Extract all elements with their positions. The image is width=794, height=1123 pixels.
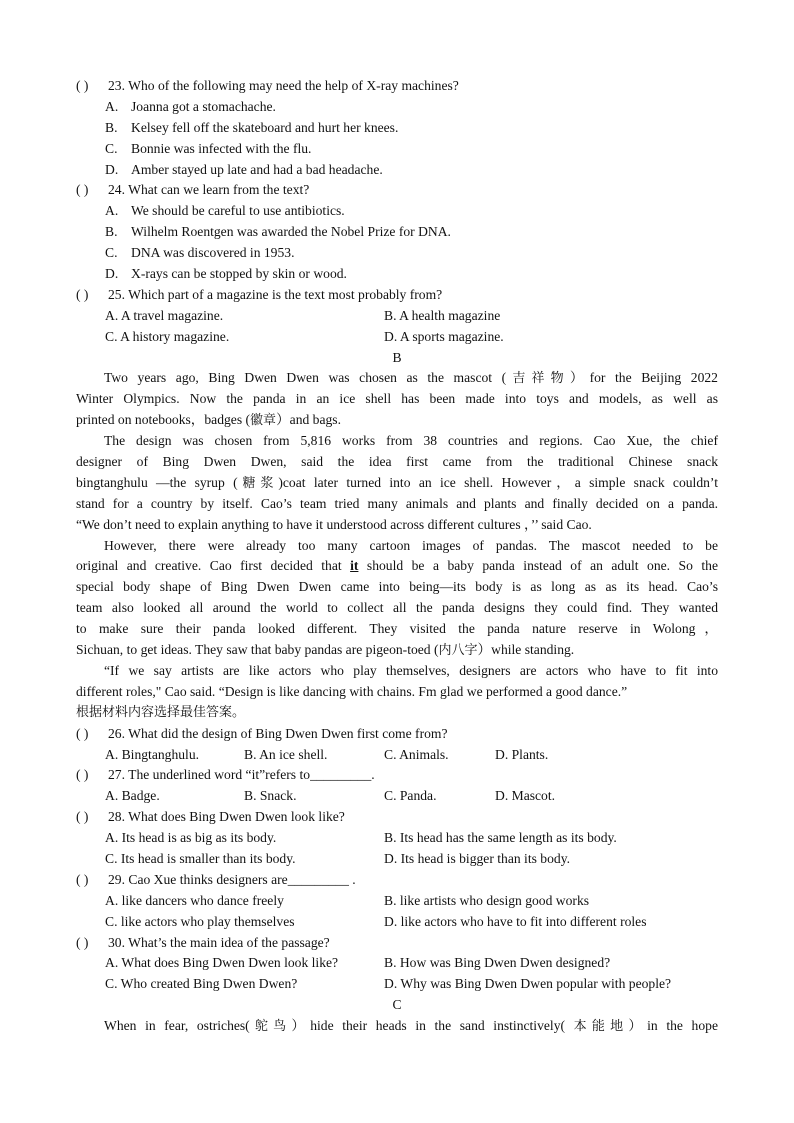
option-b[interactable]: B. A health magazine xyxy=(384,307,501,323)
options-row xyxy=(76,828,718,849)
passage-line: Two years ago, Bing Dwen Dwen was chosen as the mascot (吉祥物）for the Beijing 2022 xyxy=(104,370,718,387)
answer-paren[interactable]: ( ) xyxy=(76,78,89,93)
options-row xyxy=(76,327,718,348)
passage-line: “We don’t need to explain anything to have it understood across different cultures ，’’ said Cao. xyxy=(76,516,592,532)
options-row xyxy=(76,891,718,912)
passage-line: bingtanghulu —the syrup (糖浆)coat later turned into an ice shell. However，a simple snack couldn’t xyxy=(76,474,718,491)
answer-paren[interactable]: ( ) xyxy=(76,809,89,825)
options-row xyxy=(76,912,718,933)
passage-line: to make sure their panda looked different. They visited the panda nature reserve in Wolong， xyxy=(76,621,718,637)
option-a[interactable]: A. We should be careful to use antibiotics. xyxy=(105,203,345,219)
option-c[interactable]: C. A history magazine. xyxy=(105,328,230,344)
option-a[interactable]: A. Badge. xyxy=(105,788,160,804)
section-heading-c: C xyxy=(392,997,402,1013)
option-d[interactable]: D. Plants. xyxy=(495,746,549,762)
options-row xyxy=(76,786,718,807)
question-26 xyxy=(76,724,718,745)
option-c[interactable]: C. DNA was discovered in 1953. xyxy=(105,245,295,261)
passage-b xyxy=(76,368,718,723)
question-stem: 26. What did the design of Bing Dwen Dwen first come from? xyxy=(108,725,448,741)
option-b[interactable]: B. An ice shell. xyxy=(244,746,328,762)
question-stem: 28. What does Bing Dwen Dwen look like? xyxy=(108,809,345,825)
options-row xyxy=(76,745,718,766)
option-c[interactable]: C. Animals. xyxy=(384,746,449,762)
underlined-word: it xyxy=(350,558,359,574)
option-d[interactable]: D. X-rays can be stopped by skin or wood. xyxy=(105,266,347,282)
instruction-text: 根据材料内容选择最佳答案。 xyxy=(76,704,246,720)
question-28 xyxy=(76,807,718,828)
options-row xyxy=(76,974,718,995)
answer-paren[interactable]: ( ) xyxy=(76,725,89,741)
option-c[interactable]: C. like actors who play themselves xyxy=(105,913,295,929)
answer-paren[interactable]: ( ) xyxy=(76,934,89,950)
passage-line: designer of Bing Dwen Dwen, said the idea first came from the traditional Chinese snack xyxy=(76,454,718,470)
question-29 xyxy=(76,870,718,891)
option-d[interactable]: D. Its head is bigger than its body. xyxy=(384,850,571,866)
option-a[interactable]: A. A travel magazine. xyxy=(105,307,224,323)
passage-line: However, there were already too many cartoon images of pandas. The mascot needed to be xyxy=(104,537,718,553)
passage-line: special body shape of Bing Dwen Dwen came into being—its body is as long as as its head. Cao’s xyxy=(76,579,718,595)
option-a[interactable]: A. What does Bing Dwen Dwen look like? xyxy=(105,955,339,971)
answer-paren[interactable]: ( ) xyxy=(76,286,89,302)
options-row xyxy=(76,953,718,974)
passage-line: original and creative. Cao first decided that it should be a baby panda instead of an adult one. So the xyxy=(76,558,718,574)
question-23 xyxy=(76,76,718,97)
answer-paren[interactable]: ( ) xyxy=(76,871,89,887)
passage-line: stand for a country by itself. Cao’s team tried many animals and plants and finally decided on a panda. xyxy=(76,495,718,511)
answer-paren[interactable]: ( ) xyxy=(76,182,89,198)
exam-page xyxy=(76,76,718,1037)
option-d[interactable]: D. Amber stayed up late and had a bad headache. xyxy=(105,161,383,177)
option-d[interactable]: D. Why was Bing Dwen Dwen popular with people? xyxy=(384,976,672,992)
option-b[interactable]: B. Wilhelm Roentgen was awarded the Nobel Prize for DNA. xyxy=(105,224,451,240)
question-stem: 29. Cao Xue thinks designers are xyxy=(108,871,288,887)
question-stem: 24. What can we learn from the text? xyxy=(108,182,310,198)
answer-blank[interactable]: _________. xyxy=(310,767,375,783)
option-d[interactable]: D. Mascot. xyxy=(495,788,556,804)
passage-line: The design was chosen from 5,816 works from 38 countries and regions. Cao Xue, the chief xyxy=(104,433,718,449)
question-stem: 23. Who of the following may need the help of X-ray machines? xyxy=(108,78,459,93)
option-a[interactable]: A. Its head is as big as its body. xyxy=(105,830,277,846)
option-a[interactable]: A. Joanna got a stomachache. xyxy=(105,98,276,114)
passage-line: printed on notebooks，badges (徽章）and bags. xyxy=(76,412,341,429)
answer-paren[interactable]: ( ) xyxy=(76,767,89,783)
passage-line: team also looked all around the world to collect all the panda designs they could find. They wanted xyxy=(76,600,718,616)
passage-c-line: When in fear, ostriches(鸵鸟）hide their heads in the sand instinctively( 本能地）in the hope xyxy=(104,1018,718,1035)
option-b[interactable]: B. Snack. xyxy=(244,788,297,804)
option-b[interactable]: B. Kelsey fell off the skateboard and hurt her knees. xyxy=(105,119,399,135)
question-24 xyxy=(76,180,718,201)
question-stem: 25. Which part of a magazine is the text most probably from? xyxy=(108,286,443,302)
option-c[interactable]: C. Its head is smaller than its body. xyxy=(105,850,296,866)
option-b[interactable]: B. How was Bing Dwen Dwen designed? xyxy=(384,955,611,971)
option-a[interactable]: A. Bingtanghulu. xyxy=(105,746,200,762)
option-c[interactable]: C. Bonnie was infected with the flu. xyxy=(105,140,312,156)
option-d[interactable]: D. A sports magazine. xyxy=(384,328,504,344)
question-30 xyxy=(76,933,718,954)
question-stem: 27. The underlined word “it”refers to xyxy=(108,767,311,783)
option-c[interactable]: C. Who created Bing Dwen Dwen? xyxy=(105,976,298,992)
question-25 xyxy=(76,285,718,306)
option-b[interactable]: B. like artists who design good works xyxy=(384,892,590,908)
answer-blank[interactable]: _________ . xyxy=(287,871,356,887)
option-b[interactable]: B. Its head has the same length as its body. xyxy=(384,830,617,846)
option-d[interactable]: D. like actors who have to fit into different roles xyxy=(384,913,647,929)
options-row xyxy=(76,849,718,870)
passage-line: different roles," Cao said. “Design is like dancing with chains. Fm glad we performed a good dance.” xyxy=(76,683,628,699)
passage-line: Winter Olympics. Now the panda in an ice shell has been made into toys and models, as well as xyxy=(76,391,718,407)
passage-line: Sichuan, to get ideas. They saw that baby pandas are pigeon-toed (内八字）while standing. xyxy=(76,642,575,659)
question-stem: 30. What’s the main idea of the passage? xyxy=(108,934,330,950)
options-row xyxy=(76,306,718,327)
option-a[interactable]: A. like dancers who dance freely xyxy=(105,892,284,908)
section-heading-b: B xyxy=(392,349,402,365)
question-27 xyxy=(76,765,718,786)
passage-line: “If we say artists are like actors who play themselves, designers are actors who have to fit into xyxy=(104,662,718,678)
option-c[interactable]: C. Panda. xyxy=(384,788,437,804)
